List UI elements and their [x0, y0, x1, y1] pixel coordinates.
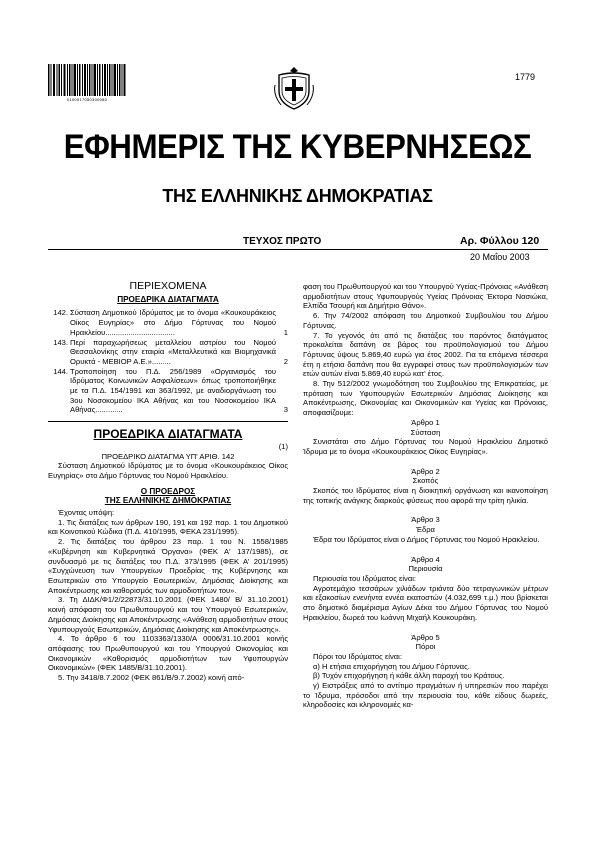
- article-subtitle: Περιουσία: [408, 564, 443, 574]
- page-number: 1779: [514, 72, 535, 82]
- article-title: Άρθρο 1: [411, 417, 440, 427]
- paragraph: 4. Το άρθρο 6 του 1103363/1330/Α 0006/31.10.2001 κοινής απόφασης του Πρωθυπουργού και του Υπουργού Οικονομίας και Οικονομικών «Καθορισμός αρμοδιοτήτων των Υφυπουργών Οικονομικών» (ΦΕΚ 1485/Β/31.10.2001).: [48, 634, 288, 673]
- issue-date: 20 Μαΐου 2003: [470, 252, 530, 262]
- toc-item[interactable]: [48, 338, 288, 367]
- header-divider: [48, 249, 548, 250]
- section-divider: [48, 421, 288, 422]
- greek-coat-of-arms-icon: [273, 65, 315, 111]
- sheet-number: Αρ. Φύλλου 120: [460, 235, 540, 247]
- paragraph: Έχοντας υπόψη:: [58, 508, 115, 518]
- gazette-title: ΕΦΗΜΕΡΙΣ ΤΗΣ ΚΥΒΕΡΝΗΣΕΩΣ: [63, 128, 532, 166]
- toc-item-page: 1: [283, 327, 288, 337]
- gazette-subtitle: ΤΗΣ ΕΛΛΗΝΙΚΗΣ ΔΗΜΟΚΡΑΤΙΑΣ: [162, 186, 433, 206]
- article-title: Άρθρο 3: [411, 515, 440, 525]
- article-text: Σκοπός του Ιδρύματος είναι η διοικητική οργάνωση και ικανοποίηση της τοπικής ανάγκης διαρκούς φύσεως που αφορά την τρίτη ηλικία.: [303, 486, 548, 505]
- toc-item-page: 3: [283, 405, 288, 415]
- toc-item-text: Τροποποίηση του Π.Δ. 256/1989 «Οργανισμός του Ιδρύματος Κοινωνικών Ασφαλίσεων» όπως τροποποιήθηκε με τα Π.Δ. 154/1991 και 363/1992, με αναδιοργάνωση του 3ου Νοσοκομείου ΙΚΑ Αθήνας και του Νοσοκομείου ΙΚΑ Αθήνας.............: [70, 366, 276, 415]
- toc-item-number: 142.: [53, 308, 68, 318]
- article-text: Αγροτεμάχιο τεσσάρων χιλιάδων τριάντα δύο τετραγωνικών μέτρων και εξακοσίων ενενήντα εννέα εκατοστών (4.032,699 τ.μ.) που βρίσκεται στο δημοτικό διαμέρισμα Αγίων Δέκα του Δήμου Γόρτυνας του Νομού Ηρακλείου, δωρεά του Ιωάννη Μιχαήλ Κουκουράκη.: [303, 583, 548, 622]
- decree-subject: Σύσταση Δημοτικού Ιδρύματος με το όνομα «Κουκουράκειος Οίκος Ευγηρίας» στο Δήμο Γόρτυνας του Νομού Ηρακλείου.: [48, 461, 288, 480]
- toc-item-number: 144.: [53, 366, 68, 376]
- toc-heading: ΠΕΡΙΕΧΟΜΕΝΑ: [129, 280, 207, 292]
- article-text: α) Η ετήσια επιχορήγηση του Δήμου Γόρτυνας.: [313, 661, 470, 671]
- toc-item-page: 2: [283, 356, 288, 366]
- right-column: [303, 282, 548, 710]
- toc-section: ΠΡΟΕΔΡΙΚΑ ΔΙΑΤΑΓΜΑΤΑ: [117, 294, 219, 304]
- article-text: Συνιστάται στο Δήμο Γόρτυνας του Νομού Ηρακλείου Δημοτικό Ίδρυμα με το όνομα «Κουκουράκειος Οίκος Ευγηρίας».: [303, 437, 548, 456]
- article-text: Πόροι του Ιδρύματος είναι:: [313, 651, 402, 661]
- article-subtitle: Πόροι: [415, 642, 436, 652]
- issue-label: ΤΕΥΧΟΣ ΠΡΩΤΟ: [243, 236, 322, 247]
- decree-marker: (1): [278, 441, 288, 451]
- article-text: Έδρα του Ιδρύματος είναι ο Δήμος Γόρτυνας του Νομού Ηρακλείου.: [313, 534, 540, 544]
- paragraph: 7. Το γεγονός ότι από τις διατάξεις του παρόντος διατάγματος προκαλείται δαπάνη σε βάρος του προϋπολογισμού του Δήμου Γόρτυνας ύψους 5.869,40 ευρώ για έτος 2002. Για τα επόμενα τέσσερα έτη η ετήσια δαπάνη που θα εγγραφεί στους των προϋπολογισμών των ετών αυτών είναι 5.869,40 ευρώ κατ' έτος.: [303, 330, 548, 379]
- section-heading: ΠΡΟΕΔΡΙΚΑ ΔΙΑΤΑΓΜΑΤΑ: [93, 427, 243, 442]
- left-column: [48, 282, 288, 683]
- article-subtitle: Σύσταση: [410, 427, 441, 437]
- barcode-number: 0100017050300080: [66, 97, 108, 102]
- toc-item[interactable]: [48, 308, 288, 337]
- toc-item-text: Περί παραχωρήσεως μεταλλείου αστρίου του Νομού Θεσσαλονίκης στην εταιρία «Μεταλλευτικά και Βιομηχανικά Ορυκτά - ΜΕΒΙΟΡ Α.Ε.».........: [70, 337, 276, 366]
- paragraph: 5. Την 3418/8.7.2002 (ΦΕΚ 861/Β/9.7.2002) κοινή από-: [58, 673, 245, 683]
- paragraph: 1. Τις διατάξεις των άρθρων 190, 191 και 192 παρ. 1 του Δημοτικού και Κοινοτικού Κώδικα (Π.Δ. 410/1995, ΦΕΚΑ 231/1995).: [48, 517, 288, 537]
- toc-item-number: 143.: [53, 337, 68, 347]
- barcode: [48, 64, 126, 96]
- article-subtitle: Έδρα: [416, 525, 435, 535]
- article-title: Άρθρο 2: [411, 466, 440, 476]
- paragraph: 8. Την 512/2002 γνωμοδότηση του Συμβουλίου της Επικρατείας, με πρόταση των Υφυπουργών Εσωτερικών Δημόσιας Διοίκησης και Αποκέντρωσης, Οικονομίας και Οικονομικών και Υγείας και Πρόνοιας, αποφασίζουμε:: [303, 379, 548, 418]
- article-text: Περιουσία του Ιδρύματος είναι:: [313, 573, 417, 583]
- article-text: β) Τυχόν επιχορήγηση ή κάθε άλλη παροχή του Κράτους.: [313, 671, 505, 681]
- decree-title: ΠΡΟΕΔΡΙΚΟ ΔΙΑΤΑΓΜΑ ΥΠ' ΑΡΙΘ. 142: [101, 451, 235, 461]
- toc-item-text: Σύσταση Δημοτικού Ιδρύματος με το όνομα «Κουκουράκειος Οίκος Ευγηρίας» στο Δήμο Γόρτυνας του Νομού Ηρακλείου.................................: [70, 308, 276, 337]
- paragraph: 3. Τη ΔΙΔΚ/Φ1/2/22873/31.10.2001 (ΦΕΚ 1480/ Β/ 31.10.2001) κοινή απόφαση του Πρωθυπουργού και του Υπουργού Εσωτερικών, Δημόσιας Διοίκησης και Αποκέντρωσης «Ανάθεση αρμοδιοτήτων στους Υφυπουργούς Εσωτερικών, Δημόσιας Διοίκησης και Αποκέντρωσης».: [48, 595, 288, 634]
- president-line2: ΤΗΣ ΕΛΛΗΝΙΚΗΣ ΔΗΜΟΚΡΑΤΙΑΣ: [104, 496, 232, 506]
- article-title: Άρθρο 5: [411, 632, 440, 642]
- article-subtitle: Σκοπός: [412, 476, 439, 486]
- paragraph: φαση του Πρωθυπουργού και του Υπουργού Υγείας-Πρόνοιας «Ανάθεση αρμοδιοτήτων στους Υφυπουργούς Υγείας Πρόνοιας Έκτορα Νασιώκα, Ελπίδα Τσουρή και Δημήτριο Θάνο».: [303, 282, 548, 311]
- paragraph: 2. Τις διατάξεις του άρθρου 23 παρ. 1 του Ν. 1558/1985 «Κυβέρνηση και Κυβερνητικά Όργανα» (ΦΕΚ Α' 137/1985), σε συνδυασμό με τις διατάξεις του Π.Δ. 373/1995 (ΦΕΚ Α' 201/1995) «Συγχώνευση των Υπουργείων Προεδρίας της Κυβέρνησης και Εσωτερικών στο Υπουργείο Εσωτερικών, Δημόσιας Διοίκησης και Αποκέντρωσης και καθορισμός των αρμοδιοτήτων του».: [48, 537, 288, 595]
- article-text: γ) Ειστράξεις από το αντίτιμο πραγμάτων ή υπηρεσιών που παρέχει το Ίδρυμα, πρόσοδοι από την περιουσία του, κάθε είδους δωρεές, κληροδοσίες και κληρονομιές κα-: [303, 681, 548, 710]
- toc-item[interactable]: [48, 367, 288, 416]
- president-line1: Ο ΠΡΟΕΔΡΟΣ: [140, 486, 196, 496]
- article-title: Άρθρο 4: [411, 554, 440, 564]
- paragraph: 6. Την 74/2002 απόφαση του Δημοτικού Συμβουλίου του Δήμου Γόρτυνας.: [303, 311, 548, 330]
